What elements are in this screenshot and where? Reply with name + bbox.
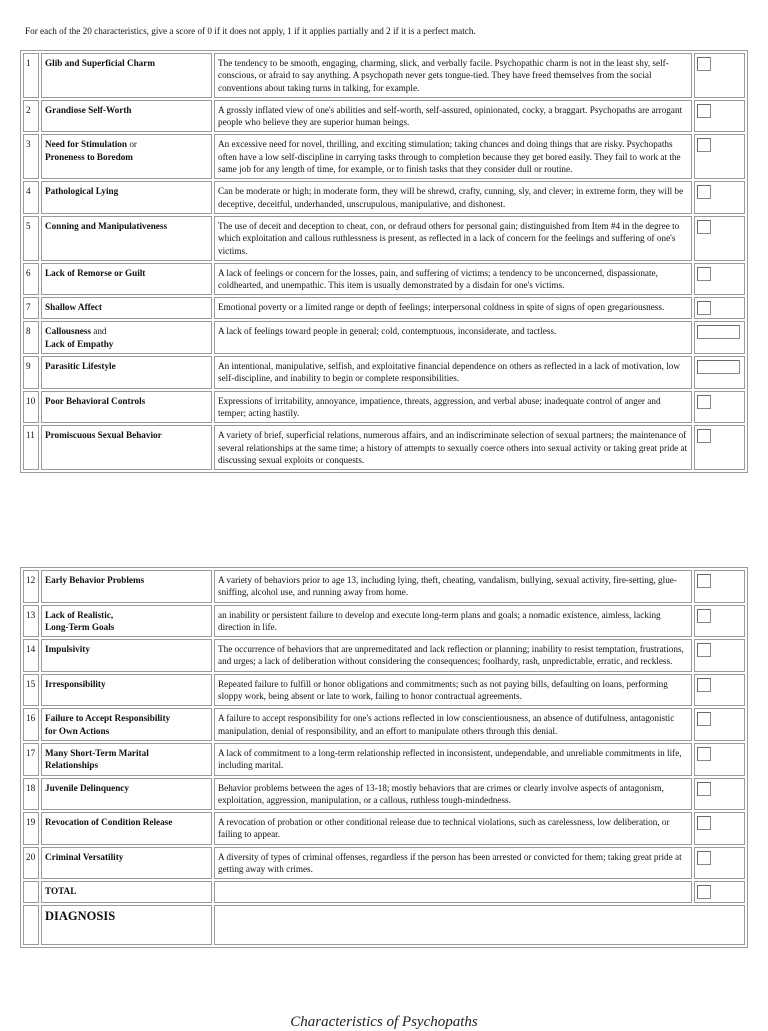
- score-cell: [694, 605, 745, 638]
- total-label: TOTAL: [41, 881, 212, 903]
- item-name: Revocation of Condition Release: [45, 817, 173, 828]
- item-name: Need for Stimulation: [45, 139, 128, 150]
- item-description: A failure to accept responsibility for one's actions reflected in low conscientiousness, an absence of dutifulness, antagonistic manipulation, denial of responsibility, and an effort to manipulate others through this denial.: [214, 708, 692, 741]
- item-name-cell: [41, 425, 212, 470]
- score-cell: [694, 778, 745, 811]
- diagnosis-label-cell: [41, 905, 212, 945]
- item-name: Poor Behavioral Controls: [45, 395, 146, 406]
- item-number: 12: [23, 570, 39, 603]
- item-description: The occurrence of behaviors that are unpremeditated and lack reflection or planning; inability to resist temptation, frustrations, and urges; a lack of deliberation without considering the consequences; foolhardy, rash, unpredictable, erratic, and reckless.: [214, 639, 692, 672]
- score-cell: [694, 391, 745, 424]
- item-name-cell: [41, 570, 212, 603]
- score-cell: [694, 425, 745, 470]
- total-score-input[interactable]: [697, 885, 711, 899]
- item-number: 5: [23, 216, 39, 261]
- page-footer-title: Characteristics of Psychopaths: [290, 1014, 478, 1030]
- item-number: 17: [23, 743, 39, 776]
- instructions-text: For each of the 20 characteristics, give a score of 0 if it does not apply, 1 if it applies partially and 2 if it is a perfect match.: [25, 26, 476, 36]
- item-number: 20: [23, 847, 39, 880]
- item-number: 14: [23, 639, 39, 672]
- characteristic-row: [23, 297, 745, 319]
- item-description: A lack of feelings toward people in general; cold, contemptuous, inconsiderate, and tactless.: [214, 321, 692, 354]
- score-input[interactable]: [697, 678, 711, 692]
- score-cell: [694, 53, 745, 98]
- total-row: [23, 881, 745, 903]
- item-description: an inability or persistent failure to develop and execute long-term plans and goals; a nomadic existence, aimless, lacking direction in life.: [214, 605, 692, 638]
- characteristic-row: [23, 570, 745, 603]
- item-description: Can be moderate or high; in moderate form, they will be shrewd, crafty, cunning, sly, and clever; in extreme form, they will be deceptive, deceitful, underhanded, unscrupulous, manipulative, and dishonest.: [214, 181, 692, 214]
- score-cell: [694, 639, 745, 672]
- item-name-cell: [41, 134, 212, 179]
- item-number: 7: [23, 297, 39, 319]
- item-name-cell: [41, 100, 212, 133]
- summary-rows: [23, 881, 745, 945]
- item-description: Repeated failure to fulfill or honor obligations and commitments; such as not paying bills, defaulting on loans, performing sloppy work, being absent or late to work, failing to honor contractual agreements.: [214, 674, 692, 707]
- score-input[interactable]: [697, 643, 711, 657]
- item-name-cell: [41, 321, 212, 354]
- characteristic-row: [23, 356, 745, 389]
- score-input[interactable]: [697, 712, 711, 726]
- score-cell: [694, 743, 745, 776]
- item-name-cell: [41, 639, 212, 672]
- score-input[interactable]: [697, 609, 711, 623]
- item-description: A grossly inflated view of one's abilities and self-worth, self-assured, opinionated, cocky, a braggart. Psychopaths are arrogant people who believe they are superior human beings.: [214, 100, 692, 133]
- score-cell: [694, 356, 745, 389]
- item-name-cell: [41, 605, 212, 638]
- item-number: 8: [23, 321, 39, 354]
- item-description: The tendency to be smooth, engaging, charming, slick, and verbally facile. Psychopathic charm is not in the least shy, self-conscious, or afraid to say anything. A psychopath never gets tongue-tied. They have freed themselves from the social conventions about taking turns in talking, for example.: [214, 53, 692, 98]
- item-name-cell: [41, 743, 212, 776]
- checklist-rows-2: [23, 570, 745, 879]
- item-number: 6: [23, 263, 39, 296]
- item-number: 15: [23, 674, 39, 707]
- characteristic-row: [23, 639, 745, 672]
- score-input[interactable]: [697, 104, 711, 118]
- item-description: Expressions of irritability, annoyance, impatience, threats, aggression, and verbal abuse; inadequate control of anger and temper; acting hastily.: [214, 391, 692, 424]
- diagnosis-row: [23, 905, 745, 945]
- score-input[interactable]: [697, 325, 740, 339]
- characteristic-row: [23, 263, 745, 296]
- item-description: A variety of behaviors prior to age 13, including lying, theft, cheating, vandalism, bullying, sexual activity, fire-setting, glue-sniffing, alcohol use, and running away from home.: [214, 570, 692, 603]
- item-name-line-2: Proneness to Boredom: [45, 151, 133, 162]
- checklist-table-part-2: [20, 567, 748, 948]
- score-cell: [694, 847, 745, 880]
- item-name-line-2: for Own Actions: [45, 725, 110, 736]
- item-name: Failure to Accept Responsibility: [45, 713, 171, 724]
- characteristic-row: [23, 425, 745, 470]
- score-cell: [694, 812, 745, 845]
- item-name-cell: [41, 263, 212, 296]
- score-input[interactable]: [697, 429, 711, 443]
- checklist-table-part-1: [20, 50, 748, 473]
- item-description: A lack of commitment to a long-term relationship reflected in inconsistent, undependable, and unreliable commitments in life, including marital.: [214, 743, 692, 776]
- score-input[interactable]: [697, 747, 711, 761]
- item-number: 9: [23, 356, 39, 389]
- item-name-cell: [41, 391, 212, 424]
- item-number: 11: [23, 425, 39, 470]
- score-cell: [694, 297, 745, 319]
- item-name-cell: [41, 216, 212, 261]
- characteristic-row: [23, 321, 745, 354]
- item-name-line-2: Long-Term Goals: [45, 621, 115, 632]
- item-description: A variety of brief, superficial relations, numerous affairs, and an indiscriminate selection of sexual partners; the maintenance of several relationships at the same time; a history of attempts to sexually coerce others into sexual activity or taking great pride at discussing sexual exploits or conquests.: [214, 425, 692, 470]
- item-name-cell: [41, 708, 212, 741]
- score-input[interactable]: [697, 574, 711, 588]
- characteristic-row: [23, 53, 745, 98]
- item-name-cell: [41, 297, 212, 319]
- characteristic-row: [23, 674, 745, 707]
- total-num-cell: [23, 881, 39, 903]
- item-description: Emotional poverty or a limited range or depth of feelings; interpersonal coldness in spite of signs of open gregariousness.: [214, 297, 692, 319]
- item-number: 16: [23, 708, 39, 741]
- item-name-line-2: Relationships: [45, 760, 99, 771]
- item-name-joiner: or: [127, 139, 137, 150]
- item-name-cell: [41, 53, 212, 98]
- item-name-cell: [41, 181, 212, 214]
- item-number: 18: [23, 778, 39, 811]
- item-description: A revocation of probation or other conditional release due to technical violations, such as carelessness, low deliberation, or failing to appear.: [214, 812, 692, 845]
- total-desc-cell: [214, 881, 692, 903]
- score-cell: [694, 263, 745, 296]
- item-number: 19: [23, 812, 39, 845]
- score-input[interactable]: [697, 220, 711, 234]
- item-name: Grandiose Self-Worth: [45, 104, 132, 115]
- item-name: Conning and Manipulativeness: [45, 220, 168, 231]
- score-cell: [694, 570, 745, 603]
- item-name: Lack of Realistic,: [45, 609, 114, 620]
- item-number: 2: [23, 100, 39, 133]
- score-cell: [694, 134, 745, 179]
- score-cell: [694, 216, 745, 261]
- item-name: Promiscuous Sexual Behavior: [45, 430, 162, 441]
- item-name-cell: [41, 847, 212, 880]
- score-input[interactable]: [697, 267, 711, 281]
- characteristic-row: [23, 216, 745, 261]
- score-input[interactable]: [697, 395, 711, 409]
- characteristic-row: [23, 812, 745, 845]
- score-input[interactable]: [697, 57, 711, 71]
- item-name: Criminal Versatility: [45, 851, 124, 862]
- item-name: Many Short-Term Marital: [45, 747, 149, 758]
- characteristic-row: [23, 847, 745, 880]
- item-name: Impulsivity: [45, 644, 90, 655]
- item-number: 1: [23, 53, 39, 98]
- item-name: Lack of Remorse or Guilt: [45, 267, 146, 278]
- item-number: 13: [23, 605, 39, 638]
- item-description: An excessive need for novel, thrilling, and exciting stimulation; taking chances and doing things that are risky. Psychopaths often have a low self-discipline in carrying tasks through to completion because they get bored easily. They fail to work at the same job for any length of time, for example, or to finish tasks that they consider dull or routine.: [214, 134, 692, 179]
- item-name: Early Behavior Problems: [45, 575, 145, 585]
- score-input[interactable]: [697, 782, 711, 796]
- score-input[interactable]: [697, 816, 711, 830]
- diagnosis-value-cell[interactable]: [214, 905, 745, 945]
- item-number: 4: [23, 181, 39, 214]
- score-cell: [694, 708, 745, 741]
- score-input[interactable]: [697, 851, 711, 865]
- characteristic-row: [23, 181, 745, 214]
- characteristic-row: [23, 605, 745, 638]
- item-name-cell: [41, 778, 212, 811]
- diagnosis-num-cell: [23, 905, 39, 945]
- item-description: Behavior problems between the ages of 13-18; mostly behaviors that are crimes or clearly involve aspects of antagonism, exploitation, aggression, manipulation, or a callous, ruthless tough-mindedness.: [214, 778, 692, 811]
- score-input[interactable]: [697, 138, 711, 152]
- characteristic-row: [23, 708, 745, 741]
- item-name-line-2: Lack of Empathy: [45, 338, 114, 349]
- item-name: Irresponsibility: [45, 678, 106, 689]
- score-cell: [694, 100, 745, 133]
- item-name: Juvenile Delinquency: [45, 782, 129, 793]
- item-name: Glib and Superficial Charm: [45, 58, 156, 68]
- item-name: Shallow Affect: [45, 302, 102, 313]
- item-name-cell: [41, 356, 212, 389]
- item-name: Callousness: [45, 326, 91, 337]
- score-cell: [694, 321, 745, 354]
- total-score-cell: [694, 881, 745, 903]
- characteristic-row: [23, 743, 745, 776]
- item-number: 3: [23, 134, 39, 179]
- item-description: A diversity of types of criminal offenses, regardless if the person has been arrested or convicted for them; taking great pride at getting away with crimes.: [214, 847, 692, 880]
- score-input[interactable]: [697, 301, 711, 315]
- item-name-cell: [41, 674, 212, 707]
- item-name-cell: [41, 812, 212, 845]
- item-name-joiner: and: [90, 326, 107, 337]
- characteristic-row: [23, 134, 745, 179]
- diagnosis-label: DIAGNOSIS: [45, 909, 116, 924]
- characteristic-row: [23, 778, 745, 811]
- item-name: Pathological Lying: [45, 186, 119, 197]
- score-input[interactable]: [697, 185, 711, 199]
- item-description: A lack of feelings or concern for the losses, pain, and suffering of victims; a tendency to be unconcerned, dispassionate, coldhearted, and unempathic. This item is usually demonstrated by a disdain for one's victims.: [214, 263, 692, 296]
- checklist-rows-1: [23, 53, 745, 470]
- characteristic-row: [23, 391, 745, 424]
- characteristic-row: [23, 100, 745, 133]
- score-input[interactable]: [697, 360, 740, 374]
- score-cell: [694, 181, 745, 214]
- item-name: Parasitic Lifestyle: [45, 361, 116, 372]
- item-number: 10: [23, 391, 39, 424]
- item-description: The use of deceit and deception to cheat, con, or defraud others for personal gain; distinguished from Item #4 in the degree to which exploitation and callous ruthlessness is present, as reflected in a lack of concern for the feelings and suffering of one's victims.: [214, 216, 692, 261]
- score-cell: [694, 674, 745, 707]
- item-description: An intentional, manipulative, selfish, and exploitative financial dependence on others as reflected in a lack of motivation, low self-discipline, and inability to begin or complete responsibilities.: [214, 356, 692, 389]
